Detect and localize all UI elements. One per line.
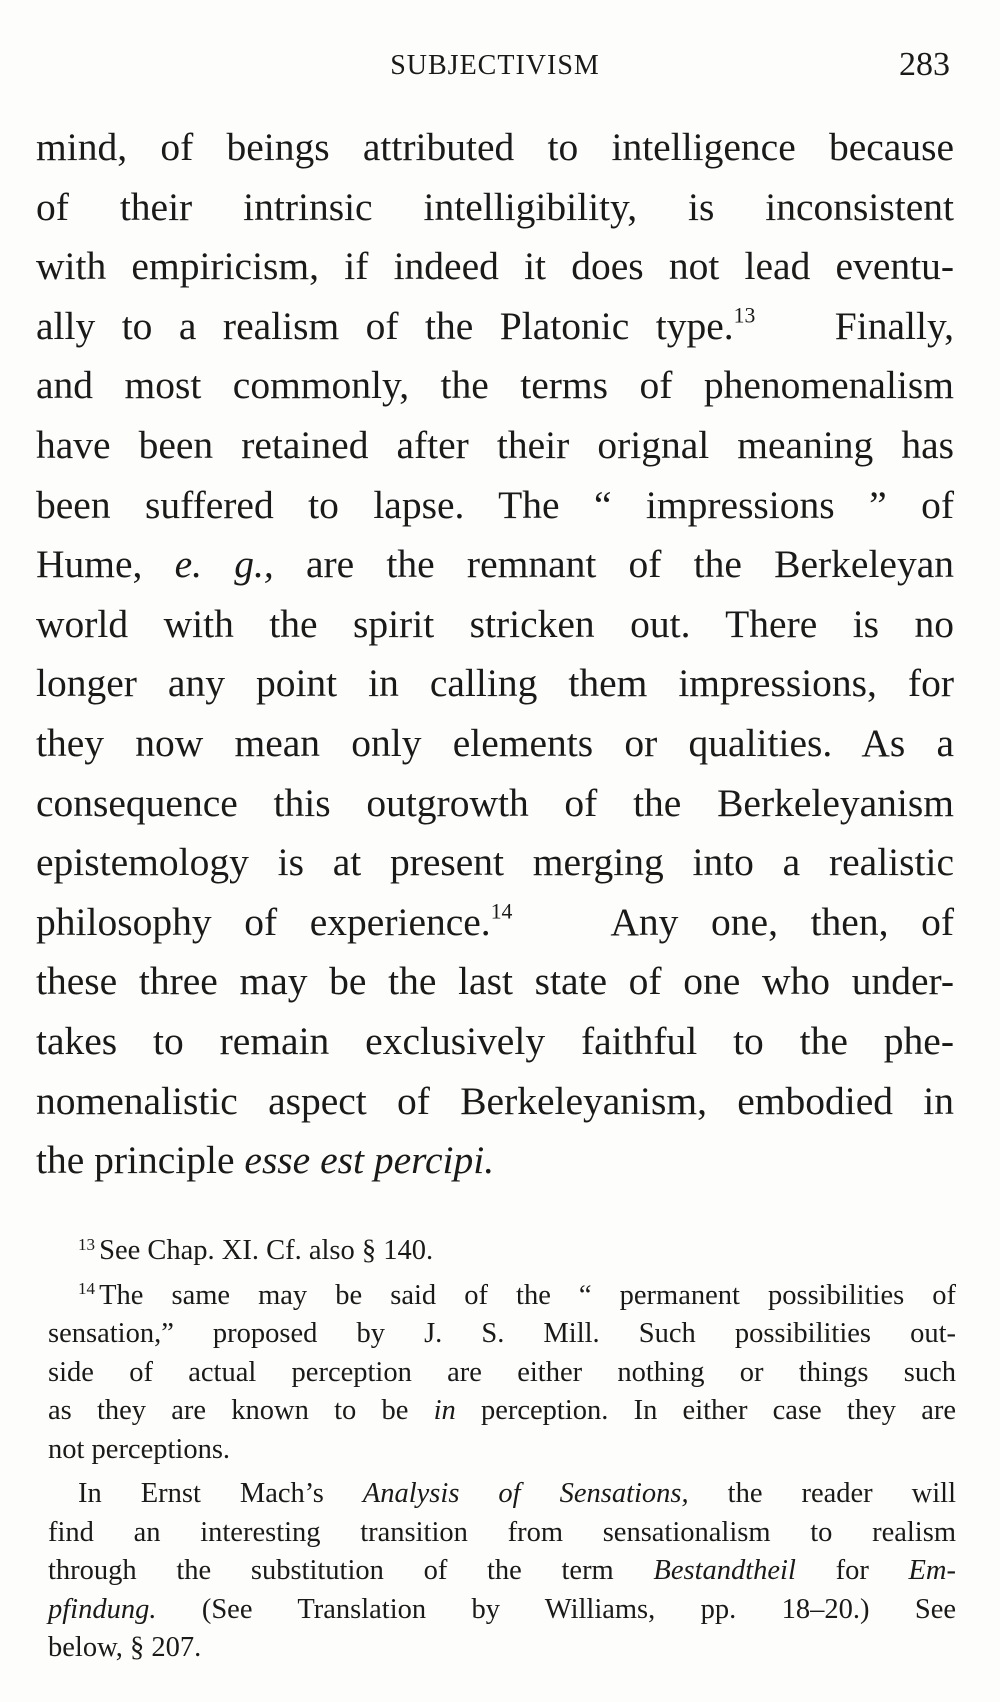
book-title: Analysis of Sensations, (362, 1478, 689, 1509)
body-line-text: ally to a realism of the Platonic type. (36, 303, 734, 348)
body-line: consequence this outgrowth of the Berkeleyanism (36, 780, 954, 825)
footnote-line (48, 1552, 956, 1591)
footnote-line: side of actual perception are either nothing or things such (48, 1356, 956, 1388)
body-line-text: the principle (36, 1138, 245, 1183)
term-bestandtheil: Bestandtheil (653, 1555, 796, 1586)
body-line: with empiricism, if indeed it does not lead eventu- (36, 244, 954, 289)
footnote-text: The same may be said of the “ permanent possibilities of (99, 1279, 956, 1311)
footnote-line: find an interesting transition from sensationalism to realism (48, 1516, 956, 1548)
body-line (36, 893, 954, 953)
body-line: have been retained after their orignal meaning has (36, 422, 954, 467)
footnote-text: through the substitution of the term (48, 1555, 654, 1586)
body-line: longer any point in calling them impressions, for (36, 661, 954, 706)
italic-eg: e. g., (174, 542, 274, 587)
footnote-14 (48, 1277, 956, 1470)
footnote-ref-14[interactable]: 14 (490, 899, 513, 924)
body-line-text: Finally, (834, 303, 955, 348)
latin-phrase: esse est percipi. (244, 1138, 495, 1183)
body-line: these three may be the last state of one who under- (36, 959, 954, 1004)
body-line-text: Hume, (36, 542, 175, 587)
footnote-mark: 13 (78, 1234, 96, 1254)
running-head (40, 46, 950, 86)
footnote-13 (48, 1232, 956, 1271)
footnote-text: (See Translation by Williams, pp. 18–20.) See (156, 1593, 956, 1625)
body-line: they now mean only elements or qualities. As a (36, 720, 954, 765)
body-line: takes to remain exclusively faithful to the phe- (36, 1018, 954, 1063)
italic-in: in (433, 1395, 456, 1426)
footnote-14-continued (48, 1475, 956, 1668)
body-line: and most commonly, the terms of phenomenalism (36, 363, 954, 408)
body-line: mind, of beings attributed to intelligence because (36, 125, 954, 169)
term-empfindung-part1: Em- (908, 1555, 956, 1586)
footnote-line: sensation,” proposed by J. S. Mill. Such possibilities out- (48, 1318, 956, 1349)
body-line: epistemology is at present merging into a realistic (36, 840, 954, 885)
running-title: SUBJECTIVISM (390, 50, 600, 81)
footnote-line (48, 1591, 956, 1630)
footnote-text: perception. In either case they are (455, 1395, 956, 1426)
body-line: nomenalistic aspect of Berkeleyanism, embodied in (36, 1078, 954, 1123)
body-paragraph (36, 118, 954, 1191)
body-line (36, 297, 954, 357)
body-line (36, 535, 954, 595)
footnote-line: below, § 207. (48, 1632, 202, 1663)
footnote-mark: 14 (78, 1279, 96, 1299)
footnote-text: In Ernst Mach’s (78, 1478, 363, 1509)
body-line-text: philosophy of experience. (36, 899, 491, 944)
body-line-text: are the remnant of the Berkeleyan (273, 542, 954, 587)
page-number: 283 (899, 46, 950, 83)
footnote-text: the reader will (688, 1478, 956, 1509)
body-line (36, 1131, 954, 1191)
footnote-line: not perceptions. (48, 1433, 231, 1465)
footnote-line (48, 1277, 956, 1316)
footnotes (48, 1232, 956, 1674)
footnote-text: for (795, 1555, 909, 1586)
footnote-line (48, 1232, 956, 1271)
body-line-text: Any one, then, of (610, 899, 955, 944)
body-line: world with the spirit stricken out. There is no (36, 601, 954, 646)
body-line: been suffered to lapse. The “ impressions ” of (36, 482, 954, 527)
footnote-line (48, 1392, 956, 1431)
footnote-text: as they are known to be (48, 1395, 434, 1426)
footnote-text: See Chap. XI. Cf. also § 140. (99, 1235, 434, 1266)
term-empfindung-part2: pfindung. (48, 1593, 157, 1625)
body-line: of their intrinsic intelligibility, is inconsistent (36, 184, 954, 229)
footnote-line (48, 1475, 956, 1514)
footnote-ref-13[interactable]: 13 (733, 303, 756, 328)
